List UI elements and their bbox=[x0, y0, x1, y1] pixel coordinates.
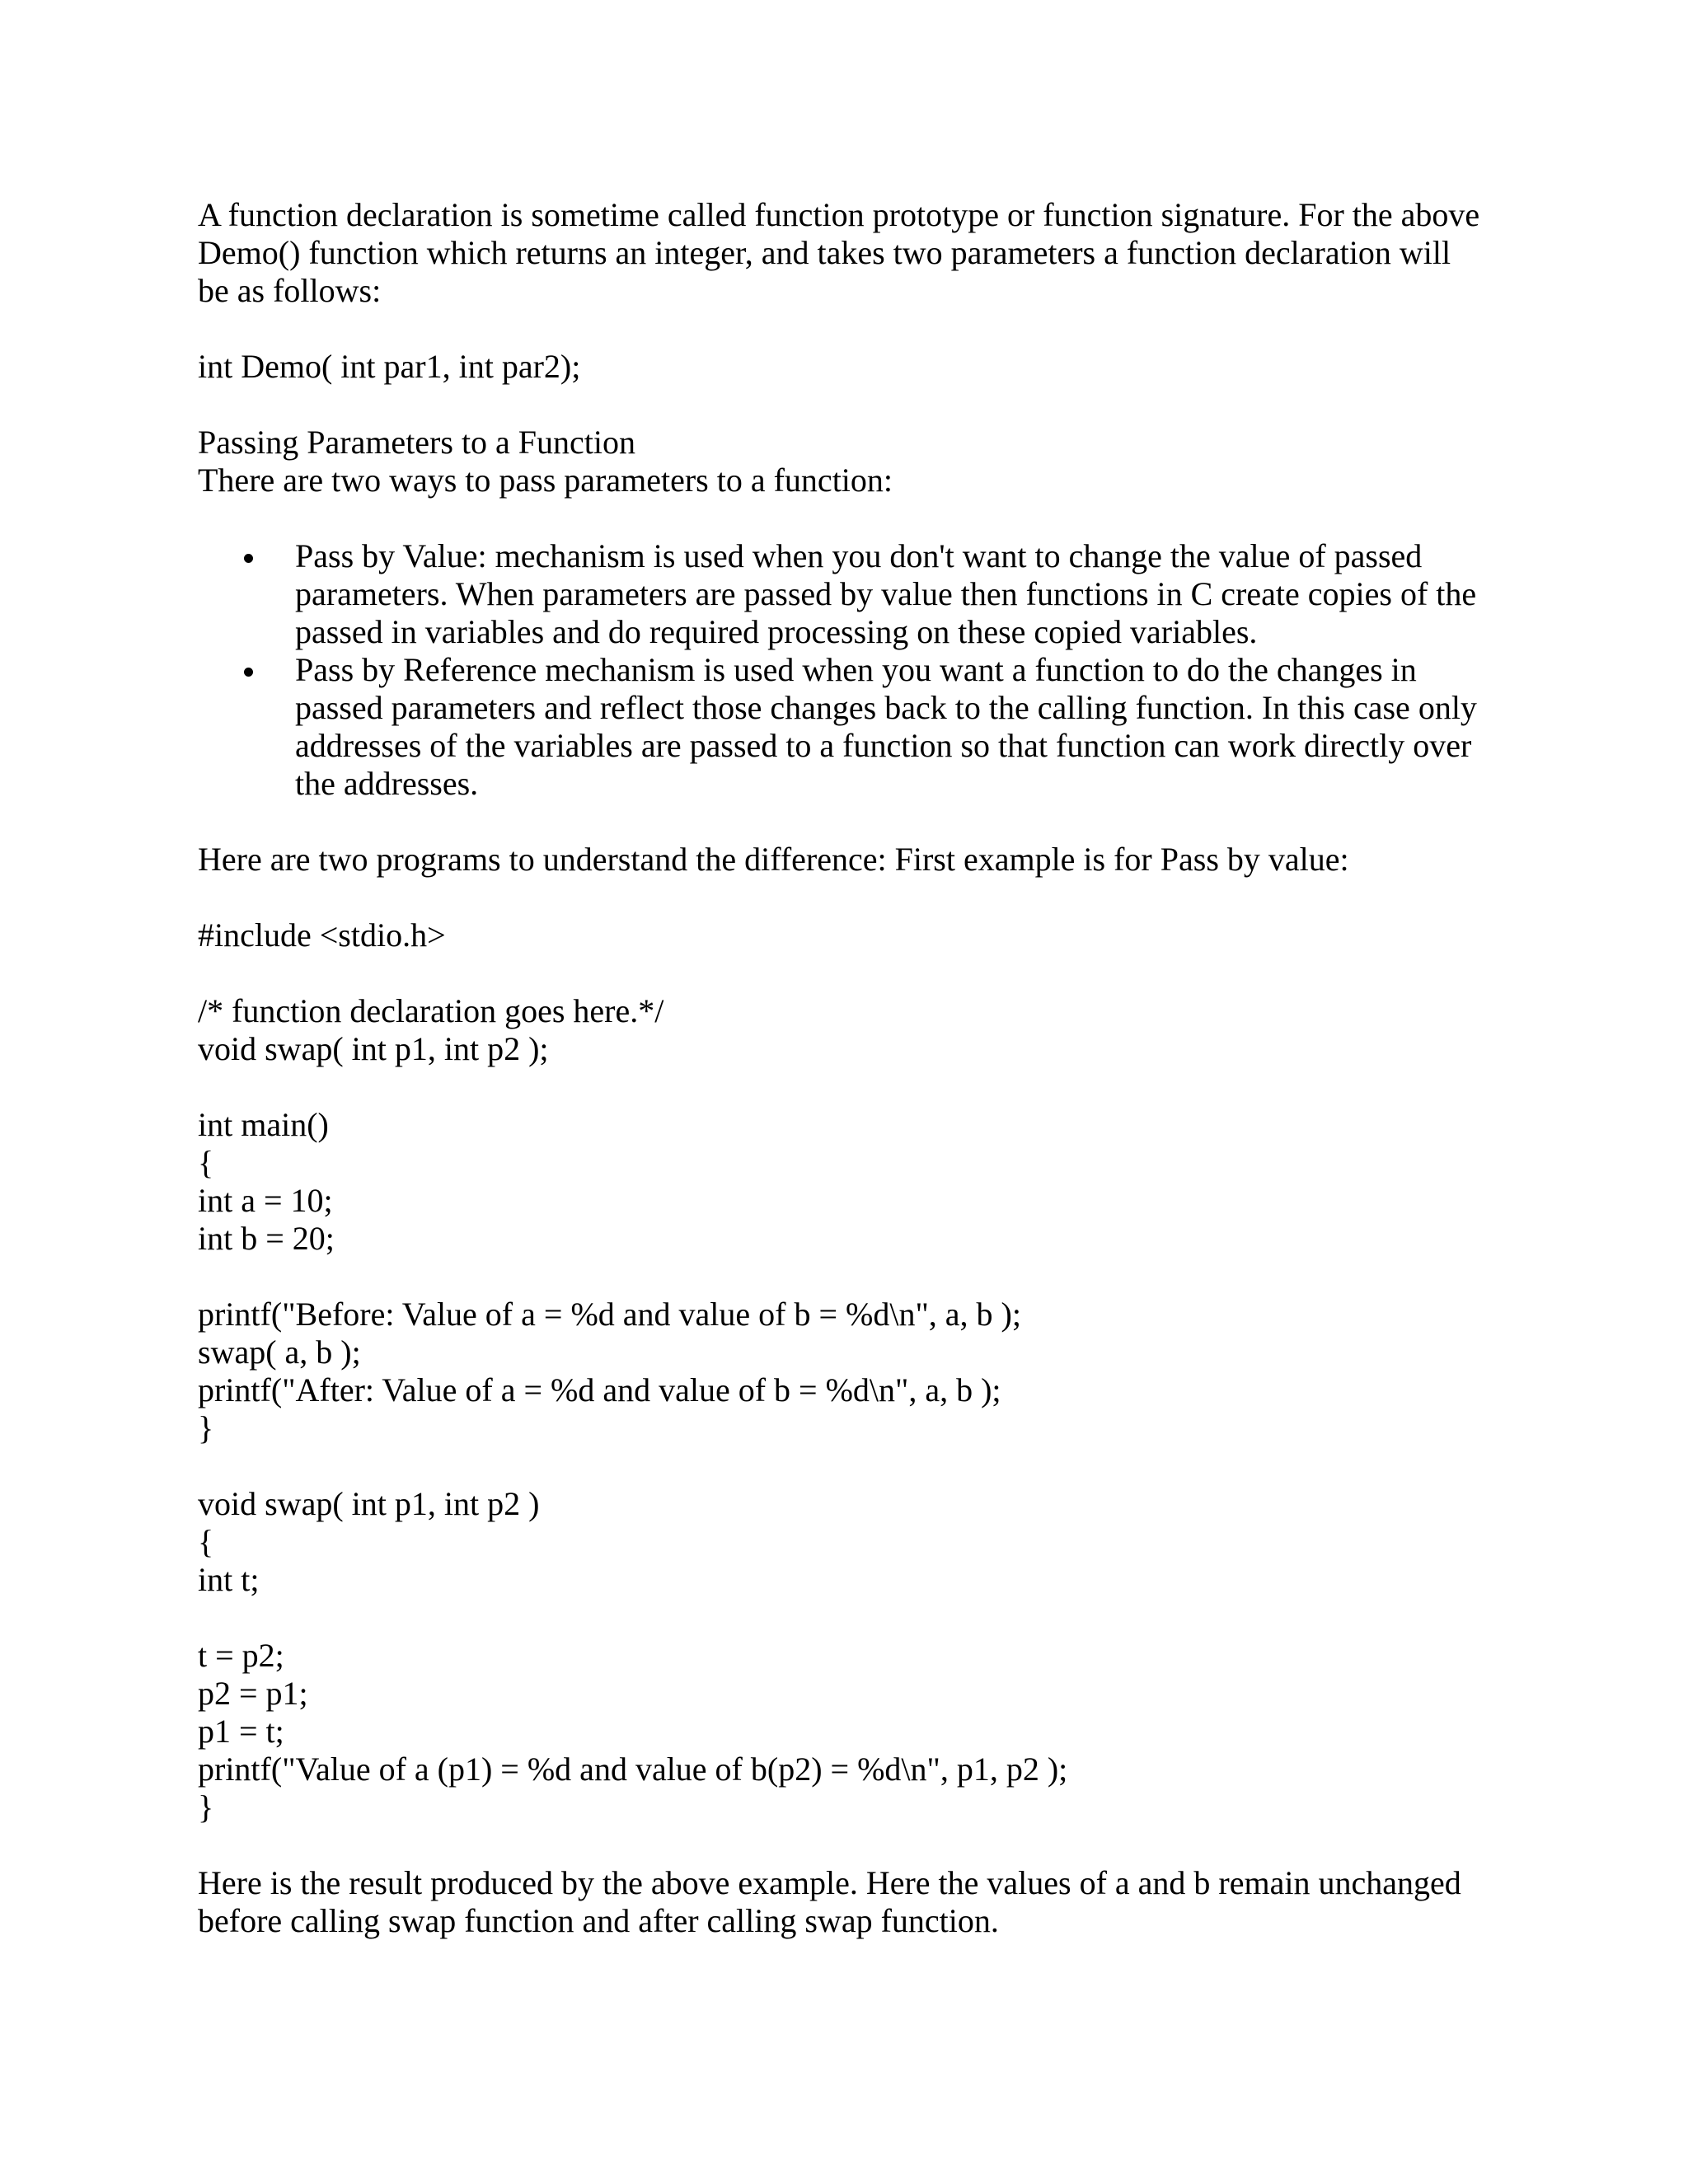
bullet-line: addresses of the variables are passed to a function so that function can work directly over bbox=[295, 727, 1472, 764]
programs-intro-line: Here are two programs to understand the difference: First example is for Pass by value: bbox=[198, 841, 1349, 878]
result-line: before calling swap function and after calling swap function. bbox=[198, 1902, 999, 1939]
spacer bbox=[198, 954, 1508, 992]
bullet-line: Pass by Reference mechanism is used when you want a function to do the changes in bbox=[295, 651, 1417, 688]
code-line: printf("Before: Value of a = %d and value of b = %d\n", a, b ); bbox=[198, 1296, 1021, 1333]
intro-paragraph bbox=[198, 196, 1508, 310]
code-line: { bbox=[198, 1144, 214, 1181]
bullet-line: Pass by Value: mechanism is used when you don't want to change the value of passed bbox=[295, 537, 1423, 574]
spacer bbox=[198, 1826, 1508, 1864]
code-line: p2 = p1; bbox=[198, 1675, 308, 1712]
result-paragraph bbox=[198, 1864, 1508, 1940]
code-line: #include <stdio.h> bbox=[198, 916, 446, 954]
document-body bbox=[198, 196, 1508, 1940]
section-heading: Passing Parameters to a Function bbox=[198, 424, 636, 461]
code-line: swap( a, b ); bbox=[198, 1333, 361, 1371]
bullet-icon bbox=[244, 668, 253, 677]
spacer bbox=[198, 310, 1508, 348]
spacer bbox=[198, 1258, 1508, 1296]
bullet-line: passed parameters and reflect those changes back to the calling function. In this case only bbox=[295, 689, 1477, 726]
spacer bbox=[198, 1599, 1508, 1637]
code-line: { bbox=[198, 1523, 214, 1560]
bullet-line: passed in variables and do required processing on these copied variables. bbox=[295, 613, 1258, 650]
declaration-line: int Demo( int par1, int par2); bbox=[198, 348, 581, 385]
spacer bbox=[198, 1447, 1508, 1485]
spacer bbox=[198, 1068, 1508, 1106]
bullet-icon bbox=[244, 554, 253, 563]
code-line: p1 = t; bbox=[198, 1713, 284, 1750]
spacer bbox=[198, 499, 1508, 537]
intro-line: be as follows: bbox=[198, 272, 382, 309]
code-line: int b = 20; bbox=[198, 1220, 335, 1257]
code-line: t = p2; bbox=[198, 1637, 284, 1674]
bullet-line: the addresses. bbox=[295, 765, 479, 802]
programs-intro bbox=[198, 841, 1508, 879]
spacer bbox=[198, 386, 1508, 424]
code-line: int main() bbox=[198, 1106, 329, 1143]
code-line: printf("Value of a (p1) = %d and value of b(p2) = %d\n", p1, p2 ); bbox=[198, 1750, 1068, 1788]
declaration-example bbox=[198, 348, 1508, 386]
section bbox=[198, 424, 1508, 499]
intro-line: Demo() function which returns an integer, and takes two parameters a function declaration will bbox=[198, 234, 1451, 271]
code-listing bbox=[198, 916, 1508, 1826]
code-line: /* function declaration goes here.*/ bbox=[198, 992, 664, 1029]
code-line: void swap( int p1, int p2 ); bbox=[198, 1030, 549, 1067]
bullet-item-pass-by-value bbox=[198, 537, 1508, 651]
code-line: void swap( int p1, int p2 ) bbox=[198, 1485, 540, 1522]
intro-line: A function declaration is sometime called function prototype or function signature. For the above bbox=[198, 196, 1480, 233]
bullet-item-pass-by-reference bbox=[198, 651, 1508, 803]
code-line: } bbox=[198, 1409, 214, 1446]
spacer bbox=[198, 879, 1508, 916]
code-line: int t; bbox=[198, 1561, 260, 1598]
code-line: } bbox=[198, 1788, 214, 1825]
bullet-line: parameters. When parameters are passed by value then functions in C create copies of the bbox=[295, 575, 1477, 612]
result-line: Here is the result produced by the above example. Here the values of a and b remain unchanged bbox=[198, 1864, 1461, 1901]
spacer bbox=[198, 803, 1508, 841]
section-intro: There are two ways to pass parameters to a function: bbox=[198, 462, 893, 499]
code-line: printf("After: Value of a = %d and value of b = %d\n", a, b ); bbox=[198, 1371, 1001, 1408]
bullet-list bbox=[198, 537, 1508, 803]
code-line: int a = 10; bbox=[198, 1182, 333, 1219]
